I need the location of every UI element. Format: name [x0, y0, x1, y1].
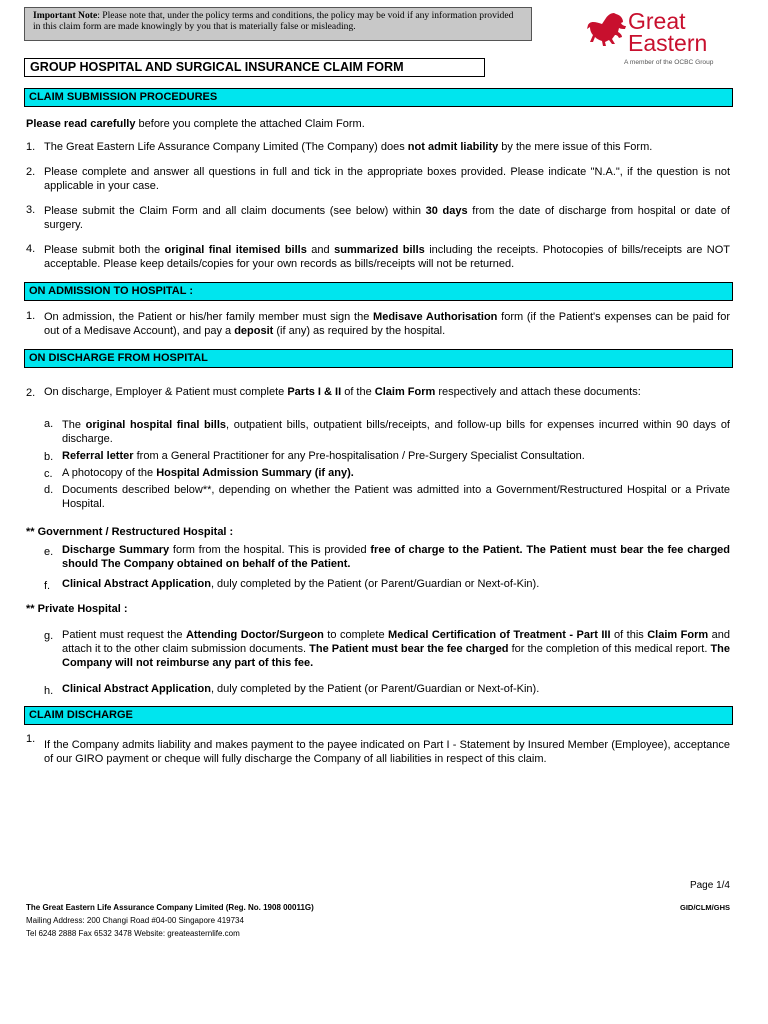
gov-item-e: Discharge Summary form from the hospital. This is provided free of charge to the Patient. The Patient must bear the fee charged should The Company obtained on behalf of the Patient. [62, 544, 730, 570]
section-admission: ON ADMISSION TO HOSPITAL : [24, 282, 733, 301]
item-number: 1. [26, 310, 36, 322]
section-discharge: ON DISCHARGE FROM HOSPITAL [24, 349, 733, 368]
private-heading: ** Private Hospital : [26, 603, 128, 615]
item-number: 1. [26, 733, 36, 745]
submission-item-2: Please complete and answer all questions in full and tick in the appropriate boxes provided. Please indicate "N.A.", if the question is not applicable in your case. [44, 166, 730, 192]
note-label: Important Note [33, 10, 98, 21]
gov-item-f: Clinical Abstract Application, duly completed by the Patient (or Parent/Guardian or Next-of-Kin). [62, 578, 540, 590]
doc-letter: c. [44, 468, 53, 480]
brand-line2: Eastern [628, 30, 708, 56]
company-logo [586, 10, 736, 72]
admission-item-1: On admission, the Patient or his/her family member must sign the Medisave Authorisation form (if the Patient's expenses can be paid for out of a Medisave Account), and pay a deposit (if any) as required by the hospital. [44, 311, 731, 337]
doc-letter: d. [44, 484, 54, 496]
note-text: : Please note that, under the policy terms and conditions, the policy may be void if any information provided in this claim form are made knowingly by you that is materially false or misleading. [33, 10, 514, 32]
claim-discharge-item-1: If the Company admits liability and makes payment to the payee indicated on Part I - Statement by Insured Member (Employee), acceptance of our GIRO payment or cheque will fully discharge the Company of all liabilities in respect of this claim. [44, 739, 730, 765]
section-claim-discharge: CLAIM DISCHARGE [24, 706, 733, 725]
private-item-h: Clinical Abstract Application, duly completed by the Patient (or Parent/Guardian or Next-of-Kin). [62, 683, 540, 695]
form-code: GID/CLM/GHS [680, 903, 730, 912]
item-number: 4. [26, 243, 36, 255]
doc-letter: e. [44, 546, 54, 558]
doc-letter: a. [44, 418, 54, 430]
doc-letter: h. [44, 685, 54, 697]
doc-letter: g. [44, 630, 54, 642]
page-number: Page 1/4 [689, 880, 730, 891]
brand-tagline: A member of the OCBC Group [624, 59, 714, 66]
submission-item-4: Please submit both the original final itemised bills and summarized bills including the receipts. Photocopies of bills/receipts are NOT acceptable. Please keep details/copies for your own records as bills/receipts will not be returned. [44, 244, 731, 270]
form-title: GROUP HOSPITAL AND SURGICAL INSURANCE CLAIM FORM [24, 58, 485, 77]
intro-text: Please read carefully before you complete the attached Claim Form. [26, 118, 365, 130]
item-number: 1. [26, 141, 36, 153]
doc-item-a: The original hospital final bills, outpatient bills, outpatient bills/receipts, and follow-up bills for expenses incurred within 90 days of discharge. [62, 419, 730, 445]
submission-item-1: The Great Eastern Life Assurance Company Limited (The Company) does not admit liability by the mere issue of this Form. [44, 141, 653, 153]
item-number: 2. [26, 387, 36, 399]
section-submission: CLAIM SUBMISSION PROCEDURES [24, 88, 733, 107]
doc-letter: b. [44, 451, 54, 463]
private-item-g: Patient must request the Attending Doctor/Surgeon to complete Medical Certification of Treatment - Part III of this Claim Form and attach it to the other claim submission documents. The Patient must bear the fee charged for the completion of this medical report. The Company will not reimburse any part of this fee. [62, 629, 731, 669]
submission-item-3: Please submit the Claim Form and all claim documents (see below) within 30 days from the date of discharge from hospital or date of surgery. [44, 205, 730, 231]
footer-contact: Tel 6248 2888 Fax 6532 3478 Website: greateasternlife.com [26, 929, 240, 938]
gov-heading: ** Government / Restructured Hospital : [26, 526, 234, 538]
important-note [24, 7, 532, 41]
doc-letter: f. [44, 580, 51, 592]
footer-company: The Great Eastern Life Assurance Company Limited (Reg. No. 1908 00011G) [26, 903, 314, 912]
brand-line1: Great [628, 8, 686, 34]
footer-address: Mailing Address: 200 Changi Road #04-00 Singapore 419734 [26, 916, 244, 925]
doc-item-b: Referral letter from a General Practitioner for any Pre-hospitalisation / Pre-Surgery Specialist Consultation. [62, 450, 585, 462]
discharge-item-2: On discharge, Employer & Patient must complete Parts I & II of the Claim Form respectively and attach these documents: [44, 386, 641, 398]
lion-icon [586, 12, 630, 54]
doc-item-c: A photocopy of the Hospital Admission Summary (if any). [62, 467, 354, 479]
item-number: 3. [26, 204, 36, 216]
item-number: 2. [26, 166, 36, 178]
doc-item-d: Documents described below**, depending on whether the Patient was admitted into a Government/Restructured Hospital or a Private Hospital. [62, 484, 730, 510]
